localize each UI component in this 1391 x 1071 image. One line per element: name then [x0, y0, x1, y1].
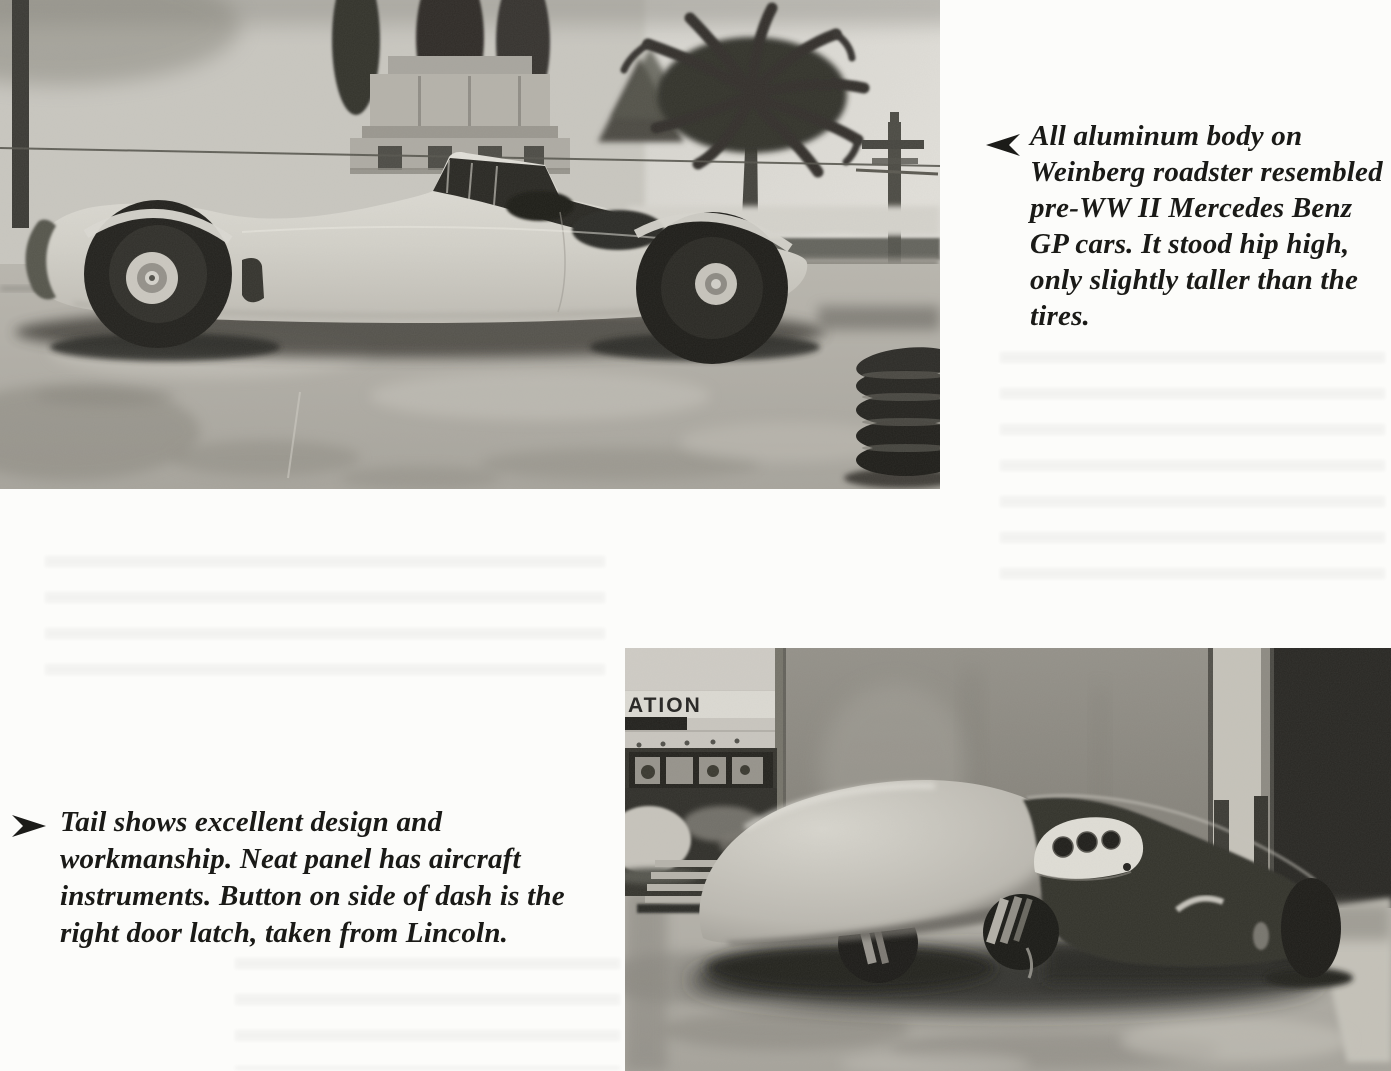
- film-grain: [0, 0, 940, 489]
- caption-line: GP cars. It stood hip high,: [1030, 228, 1350, 260]
- top-photo-illustration: [0, 0, 940, 489]
- caption-line: All aluminum body on: [1030, 120, 1303, 152]
- caption-top: [1030, 118, 1383, 334]
- film-grain: [625, 648, 1391, 1071]
- bottom-photo-illustration: [625, 648, 1391, 1071]
- caption-line: right door latch, taken from Lincoln.: [60, 917, 509, 949]
- right-arrow-icon: [8, 812, 48, 840]
- print-bleed-through: [235, 958, 620, 1070]
- caption-line: Tail shows excellent design and: [60, 806, 443, 838]
- caption-line: instruments. Button on side of dash is the: [60, 880, 565, 912]
- caption-line: only slightly taller than the: [1030, 264, 1359, 296]
- left-arrow-icon: [984, 132, 1022, 158]
- print-bleed-through: [1000, 352, 1385, 600]
- photo-bottom-roadster-tail-view: [625, 648, 1391, 1071]
- photo-top-roadster-side-view: [0, 0, 940, 489]
- caption-line: tires.: [1030, 300, 1091, 332]
- caption-bottom: [60, 804, 565, 952]
- station-sign-text: ATION: [628, 694, 702, 717]
- caption-line: pre-WW II Mercedes Benz: [1030, 192, 1353, 224]
- caption-line: Weinberg roadster resembled: [1030, 156, 1383, 188]
- caption-line: workmanship. Neat panel has aircraft: [60, 843, 521, 875]
- print-bleed-through: [45, 556, 605, 691]
